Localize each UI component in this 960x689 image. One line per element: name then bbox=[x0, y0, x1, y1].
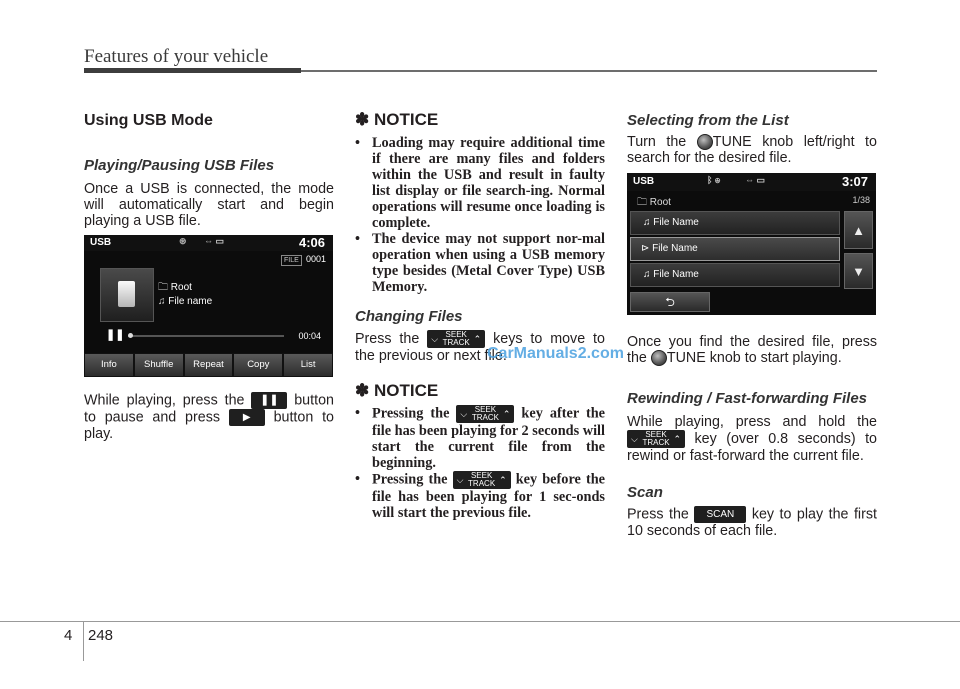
file-tag: FILE bbox=[281, 255, 302, 266]
notice-heading bbox=[355, 381, 605, 401]
page-header-title: Features of your vehicle bbox=[84, 46, 269, 67]
select-paragraph bbox=[627, 134, 877, 166]
scroll-down-button[interactable]: ▼ bbox=[844, 253, 873, 289]
notice-item: • Pressing the ⌵ SEEK TRACK ⌃ key before the file has been playing for 1 sec-onds will start the previous file. bbox=[355, 471, 606, 521]
bluetooth-icon: ᛒ ⊛ bbox=[707, 175, 721, 185]
notice-text: key after the file has been playing for 2 seconds will start the current file from the beginning. bbox=[372, 405, 606, 471]
bluetooth-icon: ⊛ bbox=[179, 236, 187, 246]
usb-icon: ⇔ ▭ bbox=[745, 175, 766, 185]
seek-track-key-icon: ⌵ SEEK TRACK ⌃ bbox=[427, 330, 485, 348]
list-item-label: File Name bbox=[653, 269, 699, 280]
repeat-button[interactable]: Repeat bbox=[184, 353, 234, 377]
notice-item: • The device may not support nor-mal operation when using a USB memory type besides (Metal Cover Type) USB Memory. bbox=[355, 231, 605, 295]
folder-name: Root bbox=[649, 197, 671, 208]
seek-track-key-icon: ⌵ SEEK TRACK ⌃ bbox=[456, 405, 514, 423]
text-fragment: button to pause and press bbox=[84, 392, 334, 426]
notice-title: NOTICE bbox=[373, 110, 439, 129]
clock: 3:07 bbox=[841, 174, 868, 189]
track-label: TRACK bbox=[642, 438, 670, 448]
usb-screen-list bbox=[627, 173, 876, 315]
subsection-heading: Scan bbox=[627, 484, 663, 502]
notice-list bbox=[355, 405, 605, 521]
shuffle-button[interactable]: Shuffle bbox=[134, 353, 184, 377]
file-row bbox=[158, 296, 212, 307]
subsection-heading: Playing/Pausing USB Files bbox=[84, 157, 275, 174]
list-item[interactable] bbox=[630, 211, 840, 235]
usb-artwork bbox=[100, 268, 154, 322]
text-fragment: button to play. bbox=[84, 409, 335, 442]
track-label: TRACK bbox=[471, 413, 499, 422]
seek-track-key-icon: ⌵ SEEK TRACK ⌃ bbox=[453, 471, 511, 489]
usb-stick-icon bbox=[118, 281, 135, 307]
scan-key-icon: SCAN bbox=[694, 506, 746, 523]
status-bar bbox=[84, 235, 333, 251]
column-1-bottom bbox=[84, 392, 334, 442]
tune-knob-icon bbox=[697, 134, 713, 150]
file-name: File name bbox=[168, 296, 213, 307]
seek-label: SEEK bbox=[645, 430, 667, 440]
notice-item: • Pressing the ⌵ SEEK TRACK ⌃ key after the file has been playing for 2 seconds will start the current file from the beginning. bbox=[355, 405, 606, 471]
play-key-icon: ▶ bbox=[229, 409, 265, 426]
scan-paragraph bbox=[627, 506, 877, 539]
found-paragraph bbox=[627, 334, 877, 366]
text-fragment: key (over 0.8 seconds) to rewind or fast-forward the current file. bbox=[627, 431, 877, 465]
list-item[interactable] bbox=[630, 263, 840, 287]
pause-key-icon: ❚❚ bbox=[251, 392, 287, 409]
subsection-heading: Rewinding / Fast-forwarding Files bbox=[627, 390, 868, 408]
music-note-icon: ♫ bbox=[158, 296, 166, 307]
notice-text: Pressing the bbox=[372, 405, 450, 422]
text-fragment: keys to move to the previous or next file. bbox=[355, 330, 605, 364]
text-fragment: Press the bbox=[627, 506, 689, 523]
scroll-up-button[interactable]: ▲ bbox=[844, 211, 873, 249]
section-heading: Using USB Mode bbox=[84, 112, 213, 129]
source-label: USB bbox=[633, 176, 655, 187]
list-item-label: File Name bbox=[653, 217, 699, 228]
text-fragment: Turn the bbox=[627, 134, 687, 150]
music-note-icon: ♫ bbox=[643, 217, 651, 228]
info-button[interactable]: Info bbox=[84, 353, 134, 377]
footer-rule bbox=[0, 621, 960, 622]
text-fragment: TUNE knob to start playing. bbox=[666, 350, 842, 366]
watermark: CarManuals2.com bbox=[487, 345, 624, 362]
list-button[interactable]: List bbox=[283, 353, 333, 377]
pause-play-paragraph bbox=[84, 392, 334, 442]
notice-text: key before the file has been playing for 1 sec-onds will start the previous file. bbox=[372, 471, 606, 521]
folder-row bbox=[158, 280, 192, 297]
track-label: TRACK bbox=[468, 479, 496, 488]
footer-divider bbox=[83, 621, 84, 661]
column-2 bbox=[355, 110, 605, 521]
text-fragment: Press the bbox=[355, 330, 420, 347]
folder-name: Root bbox=[170, 282, 192, 293]
list-counter: 1/38 bbox=[852, 195, 870, 205]
header-rule bbox=[301, 70, 877, 72]
column-1 bbox=[84, 112, 334, 229]
pause-icon[interactable]: ❚❚ bbox=[106, 329, 125, 341]
back-button[interactable]: ⮌ bbox=[630, 292, 710, 312]
column-3-bottom bbox=[627, 334, 877, 539]
subsection-heading: Selecting from the List bbox=[627, 112, 789, 129]
notice-item: • Loading may require additional time if there are many files and folders within the USB and result in faulty list display or file search-ing. Normal operations will resume once loading is complete. bbox=[355, 135, 605, 231]
notice-star-icon: ✽ bbox=[355, 110, 370, 129]
progress-thumb[interactable] bbox=[128, 333, 133, 338]
notice-text: Loading may require additional time if there are many files and folders within the USB and result in faulty list display or file search-ing. Normal operations will resume once loading is complete. bbox=[372, 135, 605, 231]
notice-star-icon: ✽ bbox=[355, 381, 370, 400]
rewind-paragraph bbox=[627, 414, 877, 464]
folder-icon: 🗀 bbox=[637, 197, 647, 208]
text-fragment: Once you find the desired file, press the bbox=[627, 334, 877, 366]
chapter-number: 4 bbox=[64, 627, 73, 644]
usb-screen-playing bbox=[84, 235, 333, 377]
music-note-icon: ♫ bbox=[643, 269, 651, 280]
elapsed-time: 00:04 bbox=[298, 331, 321, 341]
paragraph: Once a USB is connected, the mode will automatically start and begin playing a USB file. bbox=[84, 181, 334, 229]
notice-title: NOTICE bbox=[373, 381, 439, 400]
folder-icon: 🗀 bbox=[158, 282, 168, 293]
seek-label: SEEK bbox=[474, 405, 497, 414]
seek-label: SEEK bbox=[470, 471, 493, 480]
seek-label: SEEK bbox=[445, 330, 467, 339]
usb-menu-bar bbox=[84, 353, 333, 377]
seek-track-key-icon: ⌵ SEEK TRACK ⌃ bbox=[627, 430, 685, 448]
folder-row bbox=[637, 195, 671, 212]
progress-track bbox=[128, 335, 284, 337]
track-label: TRACK bbox=[442, 338, 470, 347]
notice-text: The device may not support nor-mal operation when using a USB memory type besides (Metal Cover Type) USB Memory. bbox=[372, 231, 605, 295]
list-item-label: File Name bbox=[652, 243, 698, 254]
list-item-selected[interactable] bbox=[630, 237, 840, 261]
subsection-heading: Changing Files bbox=[355, 308, 463, 325]
notice-heading bbox=[355, 110, 605, 130]
copy-button[interactable]: Copy bbox=[233, 353, 283, 377]
page-number: 248 bbox=[88, 627, 114, 644]
text-fragment: While playing, press and hold the bbox=[627, 414, 877, 431]
clock: 4:06 bbox=[298, 235, 325, 250]
status-bar bbox=[627, 173, 876, 191]
source-label: USB bbox=[90, 237, 112, 248]
notice-list bbox=[355, 135, 605, 295]
header-rule-dark bbox=[84, 68, 301, 73]
file-number: 0001 bbox=[306, 254, 327, 264]
column-3 bbox=[627, 112, 877, 166]
usb-icon: ⇔ ▭ bbox=[204, 236, 225, 246]
text-fragment: key to play the first 10 seconds of each file. bbox=[627, 506, 877, 540]
text-fragment: While playing, press the bbox=[84, 392, 245, 409]
notice-text: Pressing the bbox=[372, 471, 448, 488]
play-circle-icon: ⊳ bbox=[641, 243, 650, 254]
text-fragment: TUNE knob left/right to search for the desired file. bbox=[627, 134, 877, 167]
tune-knob-icon bbox=[651, 350, 667, 366]
